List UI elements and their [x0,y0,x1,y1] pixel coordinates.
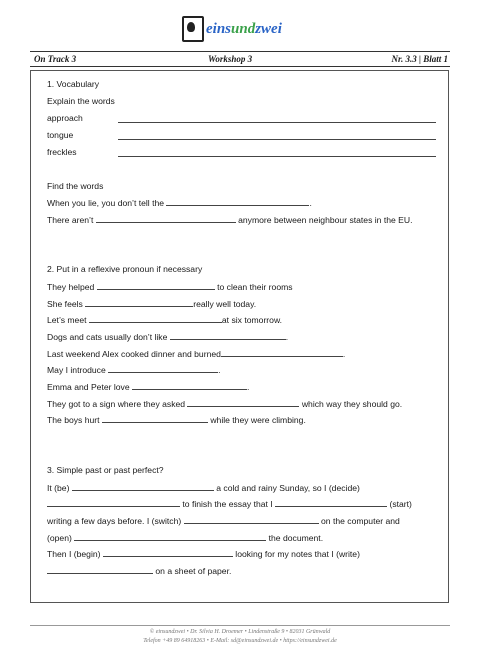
footer-line-2: Telefon +49 89 64918263 • E-Mail: sd@einsundzwei.de • https://einsundzwei.de [143,638,337,644]
sentence-text: anymore between neighbour states in the EU. [238,215,413,225]
exercise-line [47,498,412,510]
sentence-text: The boys hurt [47,415,100,425]
exercise-sentence [47,348,345,360]
logo-part-und: und [231,20,256,37]
sentence-text: which way they should go. [301,399,403,409]
exercise-sentence [47,381,249,393]
answer-blank[interactable] [118,156,436,157]
answer-blank[interactable] [96,214,236,223]
section2-title: 2. Put in a reflexive pronoun if necessary [47,264,203,274]
header-bottom-rule [30,66,450,67]
exercise-sentence [47,414,306,426]
answer-blank[interactable] [47,565,153,574]
answer-blank[interactable] [103,548,233,557]
section1-title: 1. Vocabulary [47,79,100,89]
sentence-text: to finish the essay that I [182,499,273,509]
answer-blank[interactable] [132,381,250,392]
footer-rule [30,625,450,626]
exercise-sentence [47,364,221,376]
exercise-line [47,565,231,577]
header-left: On Track 3 [34,54,77,64]
answer-blank[interactable] [184,515,319,524]
sentence-text: . [342,349,346,359]
find-words-title: Find the words [47,181,104,191]
sentence-text: looking for my notes that I (write) [235,549,360,559]
sentence-text: writing a few days before. I (switch) [47,516,182,526]
find-sentence-2 [47,214,413,226]
sentence-text: . [285,332,289,342]
header-right: Nr. 3.3 | Blatt 1 [391,54,448,64]
logo-part-zwei: zwei [255,20,282,37]
answer-blank[interactable] [97,281,215,290]
answer-blank[interactable] [89,314,222,323]
vocab-word: freckles [47,147,77,157]
answer-blank[interactable] [85,298,193,307]
sentence-text: to clean their rooms [217,282,293,292]
answer-blank[interactable] [275,498,387,507]
exercise-sentence [47,281,293,293]
sentence-text: . [309,198,312,208]
section1-instruction: Explain the words [47,96,115,106]
logo-text [206,21,282,38]
logo-icon [182,16,204,42]
sentence-text: Last weekend Alex cooked dinner and burned [47,349,221,359]
header-center: Workshop 3 [208,54,253,64]
answer-blank[interactable] [74,532,266,541]
answer-blank[interactable] [221,348,346,359]
sentence-text: on a sheet of paper. [155,566,232,576]
sentence-text: at six tomorrow. [221,315,283,325]
exercise-sentence [47,398,402,410]
sentence-text: on the computer and [321,516,400,526]
answer-blank[interactable] [170,331,289,342]
sentence-text: Emma and Peter love [47,382,130,392]
sentence-text: She feels [47,299,83,309]
answer-blank[interactable] [118,122,436,123]
worksheet-header [30,52,450,66]
vocab-word: tongue [47,130,74,140]
exercise-sentence [47,331,288,343]
answer-blank[interactable] [187,398,299,407]
exercise-line [47,515,400,527]
exercise-sentence [47,298,256,310]
footer-line-1: © einsundzwei • Dr. Silvia H. Droemer • Lindenstraße 9 • 82031 Grünwald [149,629,331,635]
sentence-text: It (be) [47,483,70,493]
find-sentence-1 [47,197,312,209]
sentence-text: There aren’t [47,215,94,225]
sentence-text: (start) [389,499,412,509]
answer-blank[interactable] [102,414,208,423]
section3-title: 3. Simple past or past perfect? [47,465,164,475]
vocab-word: approach [47,113,83,123]
sentence-text: They got to a sign where they asked [47,399,186,409]
exercise-line [47,532,323,544]
sentence-text: (open) [47,533,72,543]
sentence-text: the document. [268,533,324,543]
sentence-text: Dogs and cats usually don’t like [47,332,168,342]
sentence-text: When you lie, you don’t tell the [47,198,165,208]
exercise-line [47,482,360,494]
sentence-text: They helped [47,282,95,292]
answer-blank[interactable] [72,482,214,491]
answer-blank[interactable] [118,139,436,140]
exercise-line [47,548,360,560]
answer-blank[interactable] [47,498,180,507]
sentence-text: while they were climbing. [210,415,306,425]
sentence-text: Let’s meet [47,315,87,325]
sentence-text: . [218,365,221,375]
answer-blank[interactable] [108,364,221,375]
sentence-text: May I introduce [47,365,106,375]
sentence-text: Then I (begin) [47,549,101,559]
logo [182,14,282,44]
exercise-sentence [47,314,282,326]
answer-blank[interactable] [166,197,312,208]
sentence-text: a cold and rainy Sunday, so I (decide) [216,483,360,493]
sentence-text: really well today. [193,299,257,309]
sentence-text: . [247,382,250,392]
logo-part-eins: eins [206,20,232,37]
